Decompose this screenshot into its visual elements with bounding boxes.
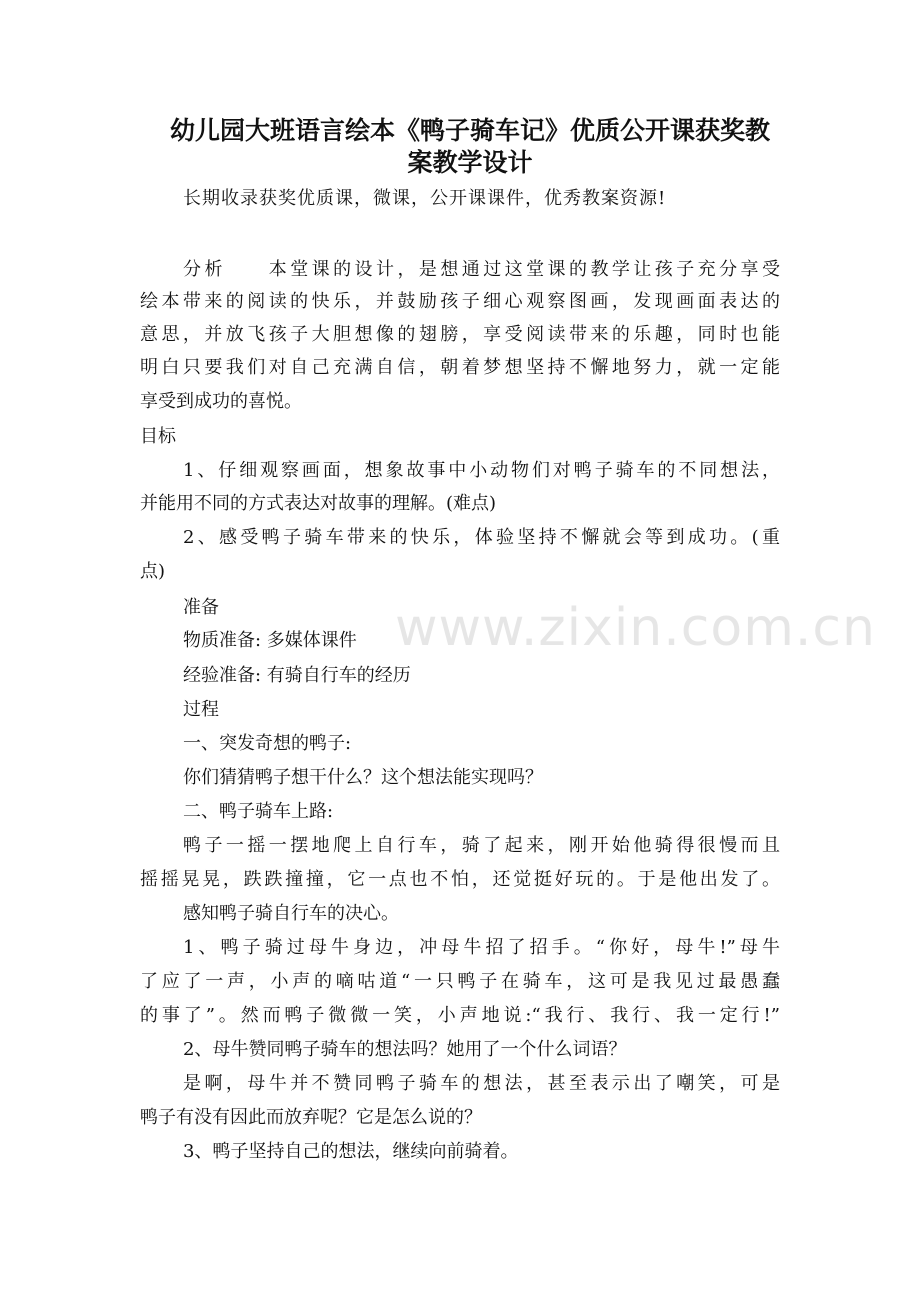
body-line: 物质准备: 多媒体课件 (183, 630, 357, 651)
body-line: 准备 (183, 597, 219, 618)
body-line: 2、母牛赞同鸭子骑车的想法吗？她用了一个什么词语？ (183, 1039, 627, 1060)
body-line: 了应了一声，小声的嘀咕道“一只鸭子在骑车，这可是我见过最愚蠢 (140, 971, 780, 992)
body-line: 鸭子一摇一摆地爬上自行车，骑了起来，刚开始他骑得很慢而且 (183, 835, 780, 856)
document-subtitle: 长期收录获奖优质课，微课，公开课课件，优秀教案资源! (183, 188, 667, 209)
document-title-line-1: 幼儿园大班语言绘本《鸭子骑车记》优质公开课获奖教 (169, 116, 770, 145)
body-line: 1、鸭子骑过母牛身边，冲母牛招了招手。“你好，母牛!”母牛 (183, 937, 780, 958)
body-line: 是啊，母牛并不赞同鸭子骑车的想法，甚至表示出了嘲笑，可是 (183, 1073, 780, 1094)
body-line: 意思，并放飞孩子大胆想像的翅膀，享受阅读带来的乐趣，同时也能 (140, 324, 780, 345)
body-line: 感知鸭子骑自行车的决心。 (183, 903, 399, 924)
body-line: 2、感受鸭子骑车带来的快乐，体验坚持不懈就会等到成功。(重 (183, 527, 780, 548)
body-line: 并能用不同的方式表达对故事的理解。(难点) (140, 493, 497, 514)
body-line: 过程 (183, 699, 219, 720)
body-line: 经验准备: 有骑自行车的经历 (183, 665, 411, 686)
body-line: 摇摇晃晃，跌跌撞撞，它一点也不怕，还觉挺好玩的。于是他出发了。 (140, 869, 780, 890)
body-line: 鸭子有没有因此而放弃呢？它是怎么说的？ (140, 1107, 482, 1128)
body-line: 1、仔细观察画面，想象故事中小动物们对鸭子骑车的不同想法， (183, 460, 780, 481)
body-line: 你们猜猜鸭子想干什么？这个想法能实现吗？ (183, 767, 543, 788)
body-line: 绘本带来的阅读的快乐，并鼓励孩子细心观察图画，发现画面表达的 (140, 291, 780, 312)
body-line: 一、突发奇想的鸭子: (183, 733, 352, 754)
body-line: 明白只要我们对自己充满自信，朝着梦想坚持不懈地努力，就一定能 (140, 357, 780, 378)
body-line: 分析 本堂课的设计，是想通过这堂课的教学让孩子充分享受 (183, 259, 780, 280)
document-title-line-2: 案教学设计 (407, 148, 533, 177)
body-line: 的事了”。然而鸭子微微一笑，小声地说:“我行、我行、我一定行!” (140, 1005, 780, 1026)
body-line: 享受到成功的喜悦。 (140, 391, 302, 412)
body-line: 二、鸭子骑车上路: (183, 801, 334, 822)
watermark: www.zixin.com.cn (395, 598, 876, 658)
body-line: 点) (140, 561, 166, 582)
body-line: 3、鸭子坚持自己的想法，继续向前骑着。 (183, 1141, 519, 1162)
body-line: 目标 (140, 426, 176, 447)
